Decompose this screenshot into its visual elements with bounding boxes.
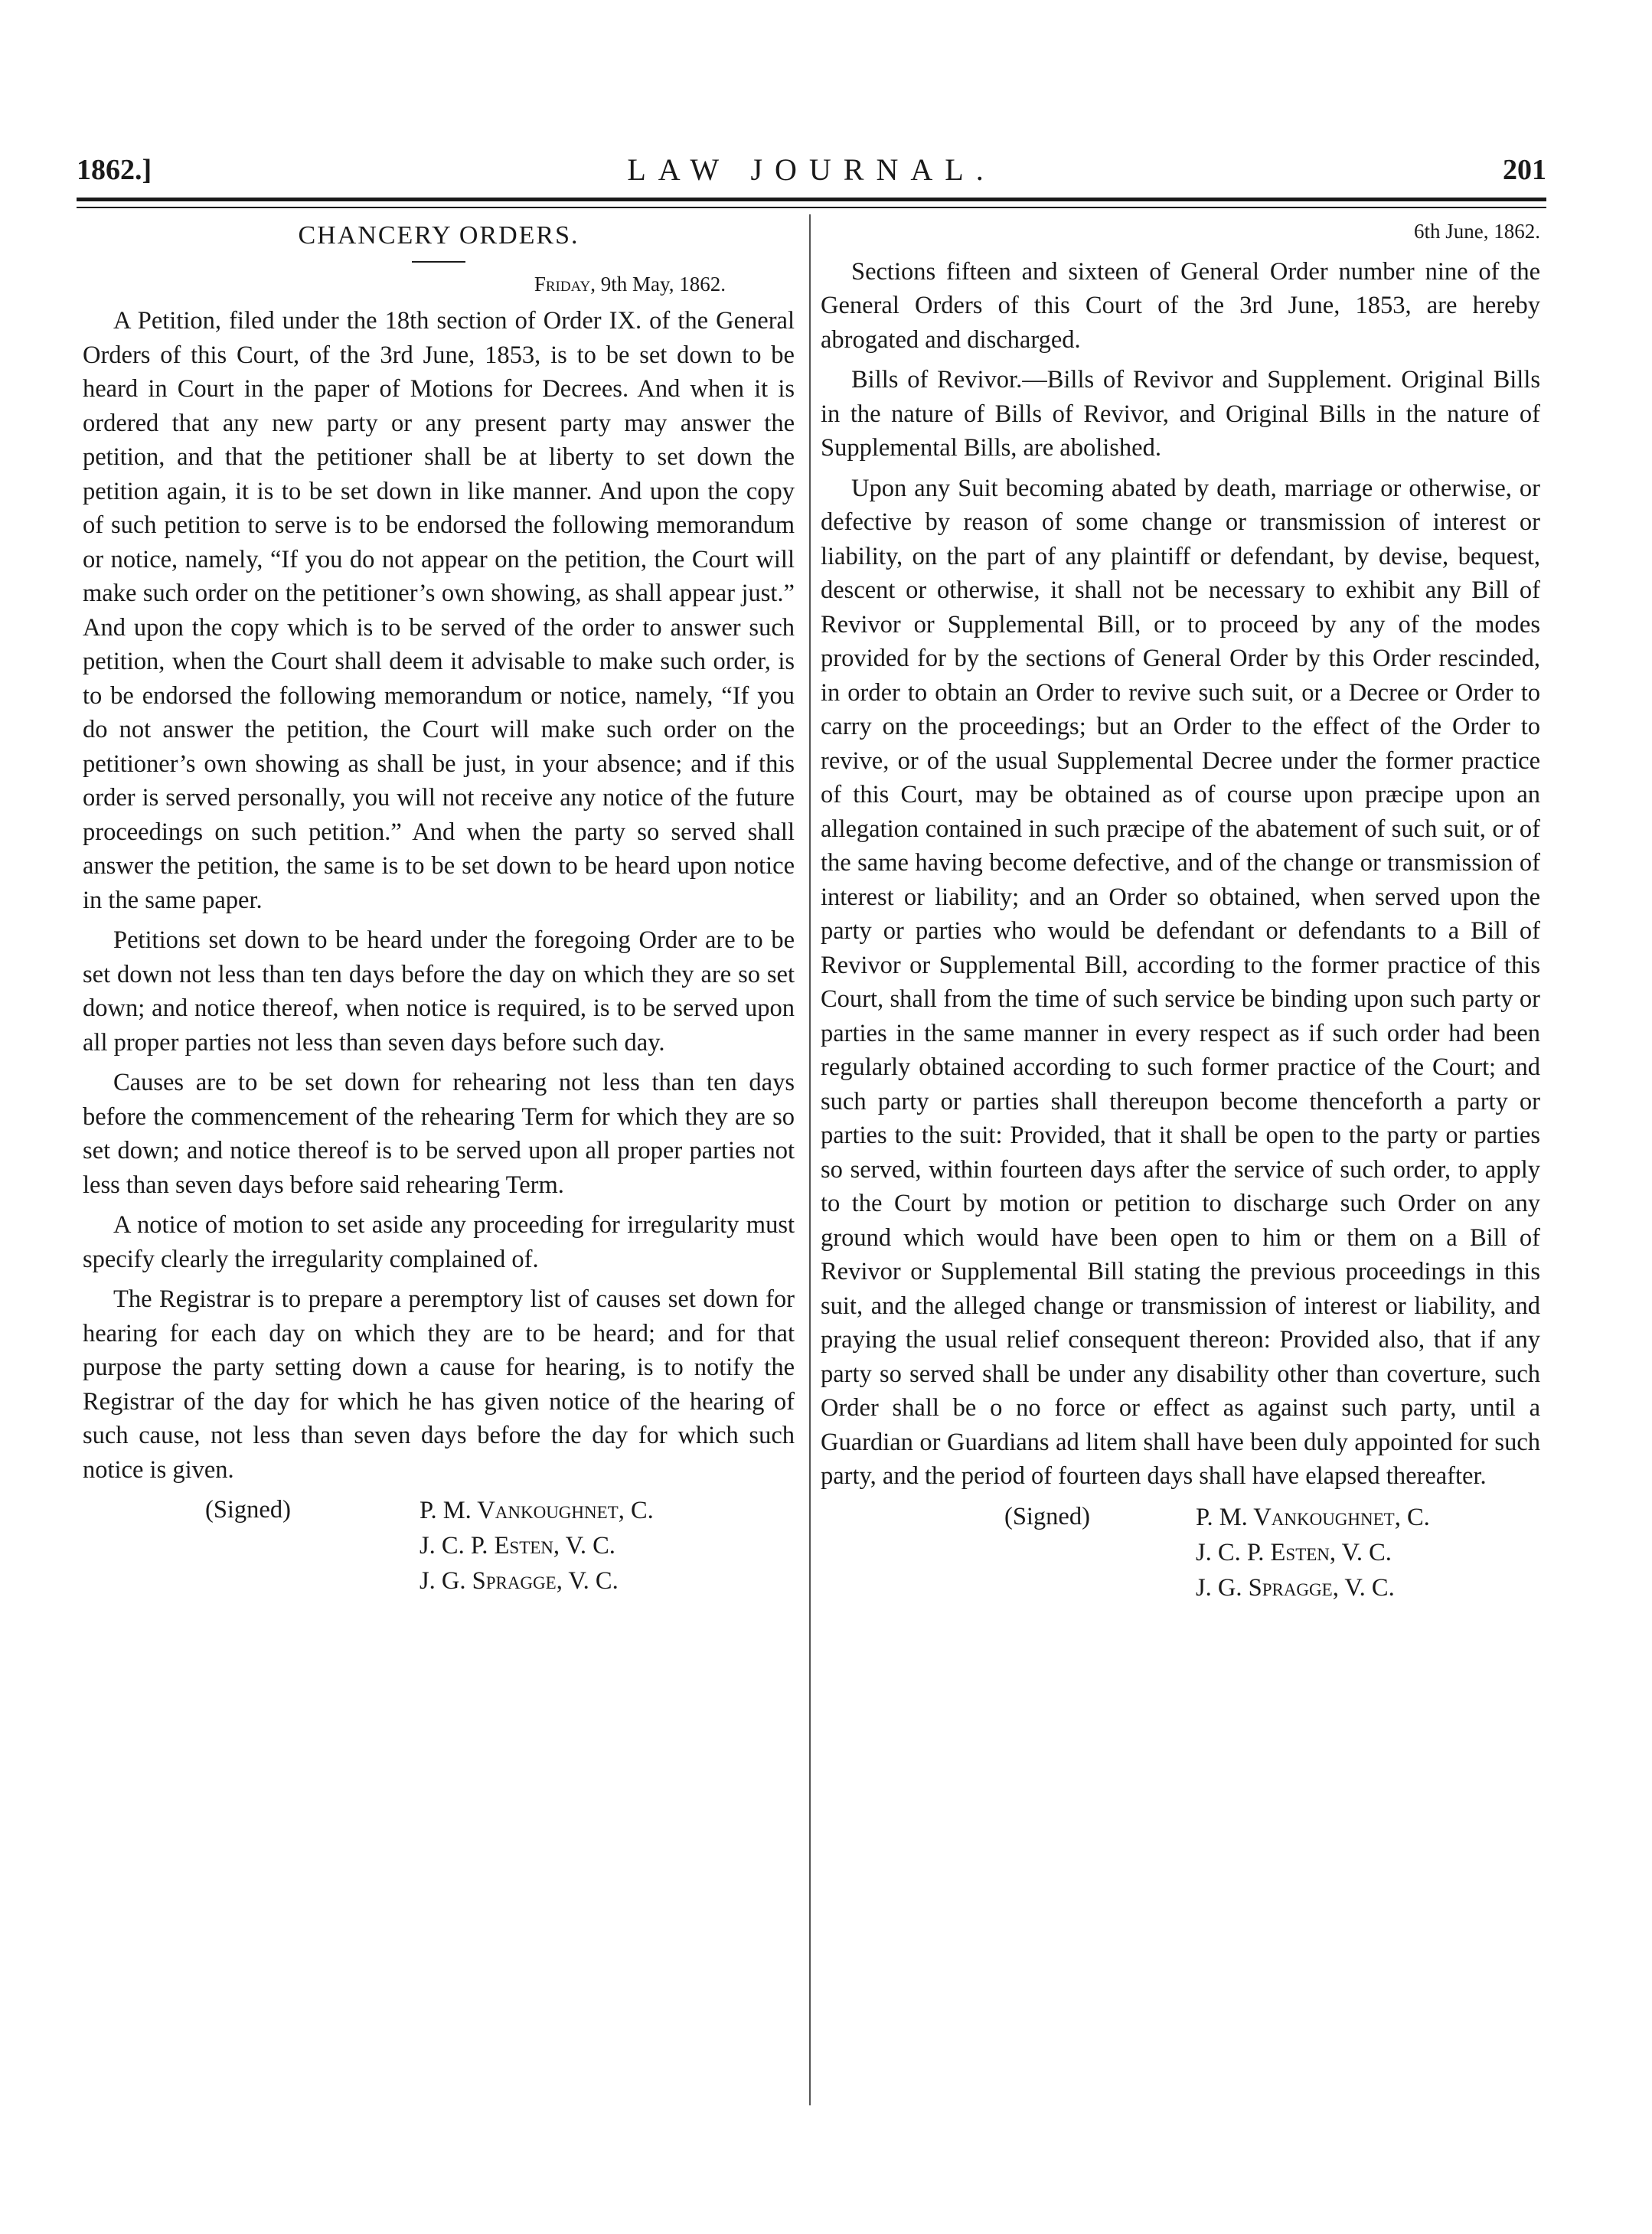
signed-label: (Signed) (205, 1496, 291, 1524)
signer-name: J. C. P. Esten, V. C. (1196, 1538, 1392, 1566)
left-paragraph: A notice of motion to set aside any proceeding for irregularity must specify clearly the irregularity complained of. (83, 1211, 795, 1273)
right-column (821, 213, 1540, 1615)
signers-list (420, 1493, 654, 1599)
left-dateline (83, 267, 726, 302)
signer-name: J. G. Spragge, V. C. (420, 1567, 619, 1595)
title-dash (412, 261, 465, 263)
signed-label: (Signed) (1004, 1502, 1090, 1530)
signer-name: P. M. Vankoughnet, C. (420, 1497, 654, 1524)
column-divider (809, 214, 811, 2105)
left-column (83, 213, 795, 1608)
signers-list (1196, 1500, 1430, 1605)
journal-title: LAW JOURNAL. (627, 152, 996, 187)
page-number: 201 (1503, 154, 1546, 186)
signer-name: J. C. P. Esten, V. C. (420, 1532, 615, 1560)
header-year: 1862.] (77, 154, 152, 186)
left-paragraph: A Petition, filed under the 18th section of Order IX. of the General Orders of this Court, of the 3rd June, 1853, is to be set down to be heard in Court in the paper of Motions for Decrees. And when it is ordered that any new party or any present party may answer the petition, and that the petitioner shall be at liberty to set down the petition again, it is to be set down in like manner. And upon the copy of such petition to serve is to be endorsed the following memorandum or notice, namely, “If you do not appear on the petition, the Court will make such order on the petitioner’s own showing, as shall appear just.” And upon the copy which is to be served of the order to answer such petition, when the Court shall deem it advisable to make such order, is to be endorsed the following memorandum or notice, namely, “If you do not answer the petition, the Court will make such order on the petitioner’s own showing as shall be just, in your absence; and if this order is served personally, you will not receive any notice of the future proceedings on such petition.” And when the party so served shall answer the petition, the same is to be set down to be heard upon notice in the same paper. (83, 307, 795, 914)
header-rule-thin (77, 207, 1546, 208)
left-paragraph: The Registrar is to prepare a peremptory list of causes set down for hearing for each day on which they are to be heard; and for that purpose the party setting down a cause for hearing, is to notify the Registrar of the day for which he has given notice of the hearing of such cause, not less than seven days before the day for which such notice is given. (83, 1285, 795, 1484)
page-header (77, 145, 1546, 191)
right-paragraph: Bills of Revivor.—Bills of Revivor and Supplement. Original Bills in the nature of Bills of Revivor, and Original Bills in the nature of Supplemental Bills, are abolished. (821, 366, 1540, 462)
dateline-date: 9th May, 1862. (600, 272, 726, 296)
dateline-day: Friday, (534, 272, 596, 296)
left-paragraph: Petitions set down to be heard under the foregoing Order are to be set down not less than ten days before the day on which they are so set down; and notice thereof, when notice is required, is to be served upon all proper parties not less than seven days before such day. (83, 926, 795, 1057)
right-dateline: 6th June, 1862. (1414, 220, 1540, 243)
signer-name: P. M. Vankoughnet, C. (1196, 1503, 1430, 1531)
right-paragraph: Sections fifteen and sixteen of General Order number nine of the General Orders of this Court of the 3rd June, 1853, are hereby abrogated and discharged. (821, 257, 1540, 354)
section-title: CHANCERY ORDERS. (298, 221, 580, 250)
right-paragraph: Upon any Suit becoming abated by death, marriage or otherwise, or defective by reason of some change or transmission of interest or liability, on the part of any plaintiff or defendant, by devise, bequest, descent or otherwise, it shall not be necessary to exhibit any Bill of Revivor or Supplemental Bill, or to proceed by any of the modes provided for by the sections of General Order by this Order rescinded, in order to obtain an Order to revive such suit, or a Decree or Order to carry on the proceedings; but an Order to the effect of the Order to revive, or of the usual Supplemental Decree under the former practice of this Court, may be obtained as of course upon præcipe upon an allegation contained in such præcipe of the abatement of such suit, or of the same having become defective, and of the change or transmission of interest or liability; and an Order so obtained, when served upon the party or parties who would be defendant or defendants to a Bill of Revivor or Supplemental Bill, according to the former practice of this Court, shall from the time of such service be binding upon such party or parties in the same manner in every respect as if such order had been regularly obtained according to such former practice of the Court; and such party or parties shall thereupon become thenceforth a party or parties to the suit: Provided, that it shall be open to the party or parties so served, within fourteen days after the service of such order, to apply to the Court by motion or petition to discharge such Order on any ground which would have been open to him or them on a Bill of Revivor or Supplemental Bill stating the previous proceedings in this suit, and the alleged change or transmission of interest or liability, and praying the usual relief consequent thereon: Provided also, that if any party so served shall be under any disability other than coverture, such Order shall be o no force or effect as against such party, until a Guardian or Guardians ad litem shall have been duly appointed for such party, and the period of fourteen days shall have elapsed thereafter. (821, 474, 1540, 1490)
left-signature-block (83, 1493, 795, 1608)
right-signature-block (821, 1500, 1540, 1615)
left-paragraph: Causes are to be set down for rehearing not less than ten days before the commencement of the rehearing Term for which they are so set down; and notice thereof is to be served upon all proper parties not less than seven days before said rehearing Term. (83, 1069, 795, 1199)
signer-name: J. G. Spragge, V. C. (1196, 1573, 1395, 1602)
header-rule-thick (77, 198, 1546, 201)
